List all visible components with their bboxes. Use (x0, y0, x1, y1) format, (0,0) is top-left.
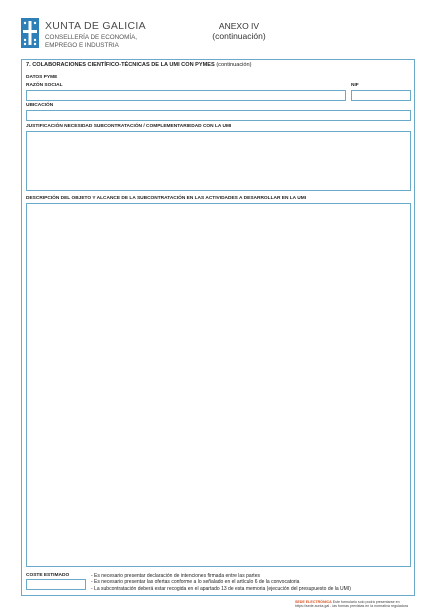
razon-social-field[interactable] (26, 90, 346, 101)
footer-line: https://sede.xunta.gal - las formas previstas en la normativa reguladora (295, 604, 409, 609)
department-name (45, 34, 137, 49)
sede-electronica-brand: SEDE ELECTRÓNICA (295, 600, 332, 604)
section-title (26, 62, 251, 68)
footer-note (295, 600, 408, 609)
department-line: EMPREGO E INDUSTRIA (45, 41, 119, 49)
note-item: - Es necesario presentar las ofertas conforme a lo señalado en el artículo 6 de la convocatoria (91, 579, 300, 586)
justificacion-label: JUSTIFICACIÓN NECESIDAD SUBCONTRATACIÓN / COMPLEMENTARIEDAD CON LA UMI (26, 124, 232, 129)
note-item: - Es necesario presentar declaración de intenciones firmada entre las partes (91, 573, 260, 579)
nif-field[interactable] (351, 90, 411, 101)
ubicacion-label: UBICACIÓN (26, 103, 54, 108)
org-name: XUNTA DE GALICIA (45, 20, 146, 32)
ubicacion-field[interactable] (26, 110, 411, 121)
xunta-logo-icon (21, 18, 39, 48)
datos-pyme-label: DATOS PYME (26, 75, 58, 80)
section-title-suffix: (continuación) (216, 62, 252, 68)
section-title-text: 7. COLABORACIONES CIENTÍFICO-TÉCNICAS DE LA UMI CON PYMES (26, 62, 215, 68)
annex-title: ANEXO IV (218, 21, 260, 31)
document-header (21, 18, 421, 54)
department-line: CONSELLERÍA DE ECONOMÍA, (45, 34, 138, 41)
descripcion-label: DESCRIPCIÓN DEL OBJETO Y ALCANCE DE LA SUBCONTRATACIÓN EN LAS ACTIVIDADES A DESARROLLAR EN LA UMI (26, 196, 307, 201)
nif-label: NIF (351, 83, 359, 88)
annex-heading (199, 21, 279, 41)
descripcion-textarea[interactable] (26, 203, 411, 567)
coste-estimado-label: COSTE ESTIMADO (26, 573, 70, 578)
footer-line: Este formulario solo podrá presentarse en (332, 600, 400, 604)
notes-list (91, 573, 351, 592)
justificacion-textarea[interactable] (26, 131, 411, 191)
coste-estimado-field[interactable] (26, 579, 86, 590)
note-item: - La subcontratación deberá estar recogida en el apartado 13 de esta memoria (ejecución del presupuesto de la UMI) (91, 585, 351, 592)
razon-social-label: RAZÓN SOCIAL (26, 83, 63, 88)
annex-subtitle: (continuación) (212, 31, 266, 41)
